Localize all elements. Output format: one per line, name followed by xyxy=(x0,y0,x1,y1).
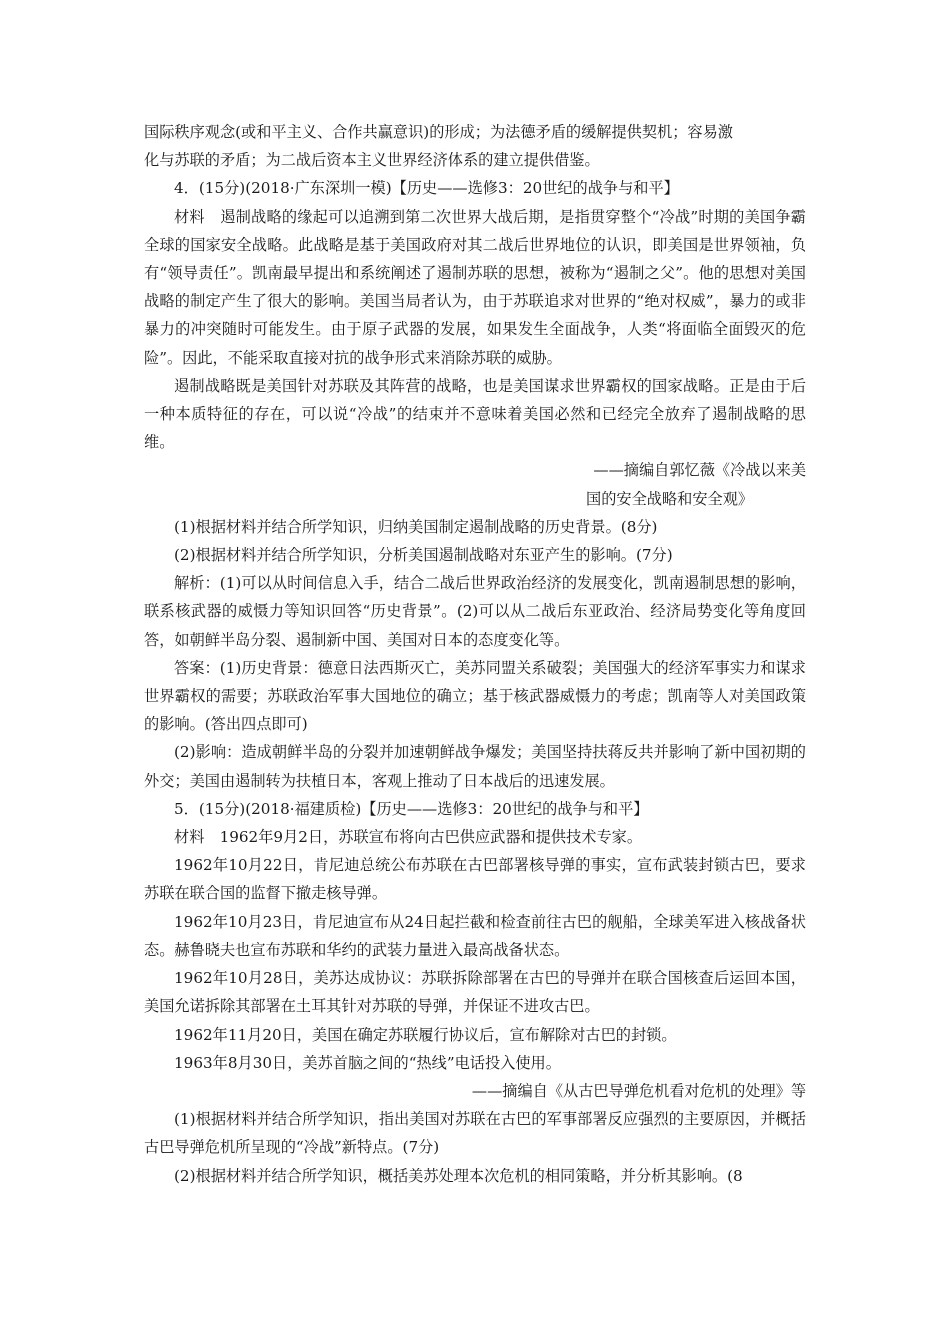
document-page xyxy=(144,118,806,1190)
question-4-source-line-1: ——摘编自郭忆薇《冷战以来美 xyxy=(593,461,806,480)
question-5-material-1: 材料 1962年9月2日，苏联宣布将向古巴供应武器和提供技术专家。 xyxy=(174,828,643,847)
question-4-header: 4．(15分)(2018·广东深圳一模)【历史——选修3：20世纪的战争与和平】 xyxy=(174,179,679,198)
question-5-material-6: 1963年8月30日，美苏首脑之间的“热线”电话投入使用。 xyxy=(174,1053,561,1072)
question-5-subquestion-2: (2)根据材料并结合所学知识，概括美苏处理本次危机的相同策略，并分析其影响。(8 xyxy=(174,1166,743,1185)
question-5-material-2: 1962年10月22日，肯尼迪总统公布苏联在古巴部署核导弹的事实，宣布武装封锁古巴，要求苏联在联合国的监督下撤走核导弹。 xyxy=(144,856,806,903)
intro-line-2: 化与苏联的矛盾；为二战后资本主义世界经济体系的建立提供借鉴。 xyxy=(144,151,600,170)
question-5-header: 5．(15分)(2018·福建质检)【历史——选修3：20世纪的战争与和平】 xyxy=(174,799,649,818)
question-4-subquestion-2: (2)根据材料并结合所学知识，分析美国遏制战略对东亚产生的影响。(7分) xyxy=(174,546,673,565)
question-4-material-paragraph-2: 遏制战略既是美国针对苏联及其阵营的战略，也是美国谋求世界霸权的国家战略。正是由于后一种本质特征的存在，可以说“冷战”的结束并不意味着美国必然和已经完全放弃了遏制战略的思维。 xyxy=(144,376,806,452)
question-5-subquestion-1: (1)根据材料并结合所学知识，指出美国对苏联在古巴的军事部署反应强烈的主要原因，并概括古巴导弹危机所呈现的“冷战”新特点。(7分) xyxy=(144,1110,806,1157)
question-4-analysis: 解析：(1)可以从时间信息入手，结合二战后世界政治经济的发展变化，凯南遏制思想的影响，联系核武器的威慑力等知识回答“历史背景”。(2)可以从二战后东亚政治、经济局势变化等角度回答，如朝鲜半岛分裂、遏制新中国、美国对日本的态度变化等。 xyxy=(144,574,806,649)
intro-line-1: 国际秩序观念(或和平主义、合作共赢意识)的形成；为法德矛盾的缓解提供契机；容易激 xyxy=(144,123,733,141)
question-5-material-3: 1962年10月23日，肯尼迪宣布从24日起拦截和检查前往古巴的舰船，全球美军进入核战备状态。赫鲁晓夫也宣布苏联和华约的武装力量进入最高战备状态。 xyxy=(144,912,806,959)
question-4-subquestion-1: (1)根据材料并结合所学知识，归纳美国制定遏制战略的历史背景。(8分) xyxy=(174,517,658,536)
question-4-material-paragraph-1: 材料 遏制战略的缘起可以追溯到第二次世界大战后期，是指贯穿整个“冷战”时期的美国争霸全球的国家安全战略。此战略是基于美国政府对其二战后世界地位的认识，即美国是世界领袖，负有“领导责任”。凯南最早提出和系统阐述了遏制苏联的思想，被称为“遏制之父”。他的思想对美国战略的制定产生了很大的影响。美国当局者认为，由于苏联追求对世界的“绝对权威”，暴力的或非暴力的冲突随时可能发生。由于原子武器的发展，如果发生全面战争，人类“将面临全面毁灭的危险”。因此，不能采取直接对抗的战争形式来消除苏联的威胁。 xyxy=(144,207,806,367)
question-4-source-line-2: 国的安全战略和安全观》 xyxy=(586,489,754,508)
question-4-answer-1: 答案：(1)历史背景：德意日法西斯灭亡，美苏同盟关系破裂；美国强大的经济军事实力和谋求世界霸权的需要；苏联政治军事大国地位的确立；基于核武器威慑力的考虑；凯南等人对美国政策的影响。(答出四点即可) xyxy=(144,658,806,734)
question-5-material-4: 1962年10月28日，美苏达成协议：苏联拆除部署在古巴的导弹并在联合国核查后运回本国，美国允诺拆除其部署在土耳其针对苏联的导弹，并保证不进攻古巴。 xyxy=(144,969,806,1016)
question-5-source: ——摘编自《从古巴导弹危机看对危机的处理》等 xyxy=(471,1081,806,1100)
question-4-answer-2: (2)影响：造成朝鲜半岛的分裂并加速朝鲜战争爆发；美国坚持扶蒋反共并影响了新中国初期的外交；美国由遏制转为扶植日本，客观上推动了日本战后的迅速发展。 xyxy=(144,743,806,790)
question-5-material-5: 1962年11月20日，美国在确定苏联履行协议后，宣布解除对古巴的封锁。 xyxy=(174,1025,677,1044)
